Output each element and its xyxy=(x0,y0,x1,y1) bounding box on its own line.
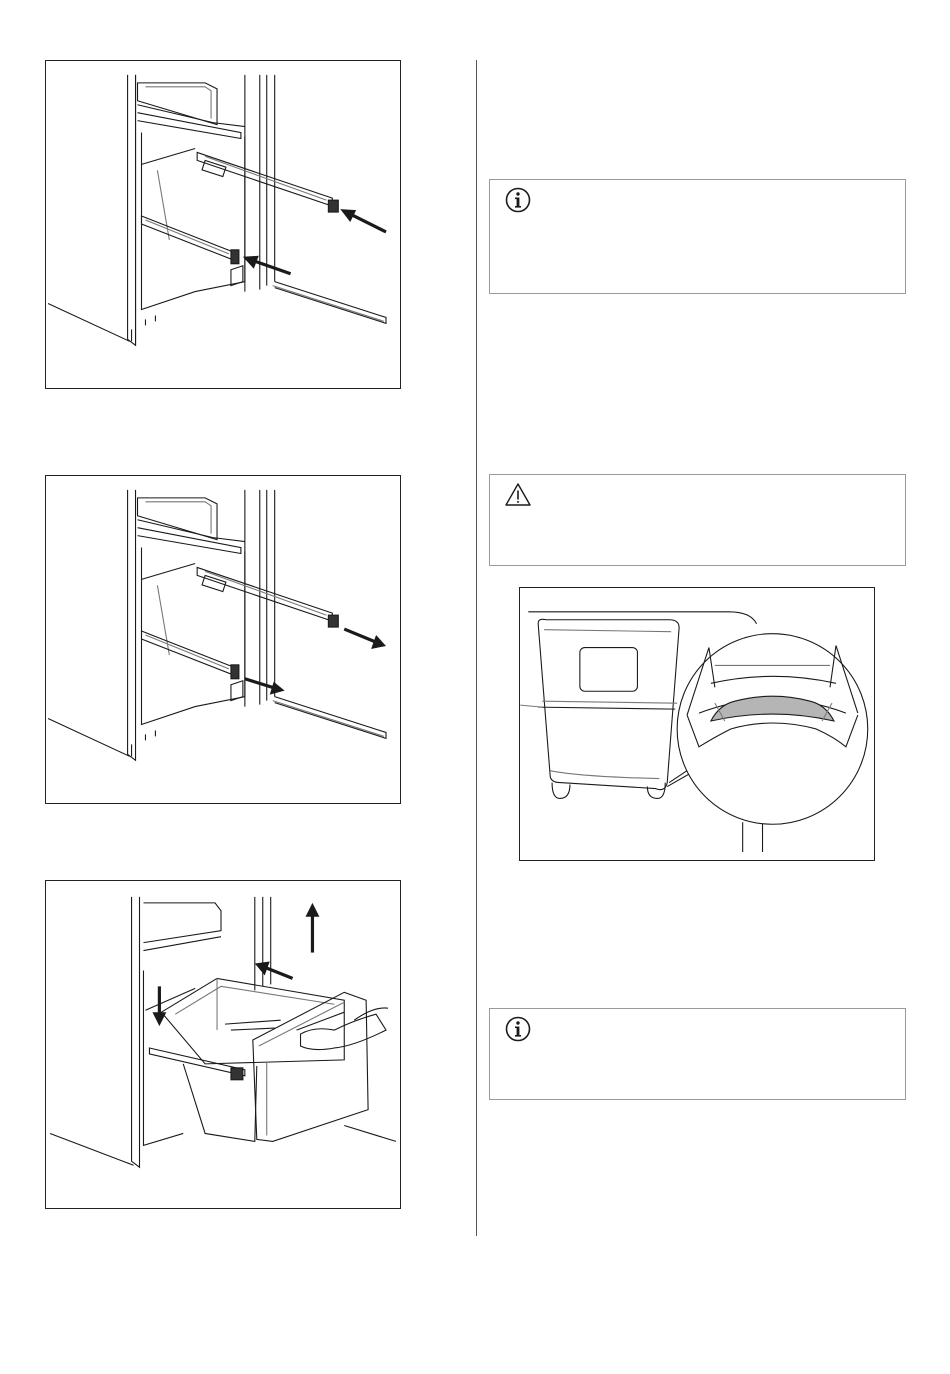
info-icon xyxy=(504,186,532,214)
rails-insert-illustration xyxy=(46,61,400,388)
column-divider xyxy=(476,60,477,1236)
figure-drawer-detail xyxy=(519,587,875,861)
figure-rails-insert xyxy=(45,60,401,389)
figure-drawer-insert xyxy=(45,880,401,1209)
info-note-box-2 xyxy=(489,1008,906,1100)
info-icon xyxy=(504,1015,532,1043)
rails-extend-illustration xyxy=(46,476,400,803)
warning-triangle-icon xyxy=(504,481,532,509)
warning-note-box xyxy=(489,474,906,566)
drawer-detail-illustration xyxy=(520,588,874,860)
info-note-box-1 xyxy=(489,179,906,294)
drawer-insert-illustration xyxy=(46,881,400,1208)
figure-rails-extend xyxy=(45,475,401,804)
